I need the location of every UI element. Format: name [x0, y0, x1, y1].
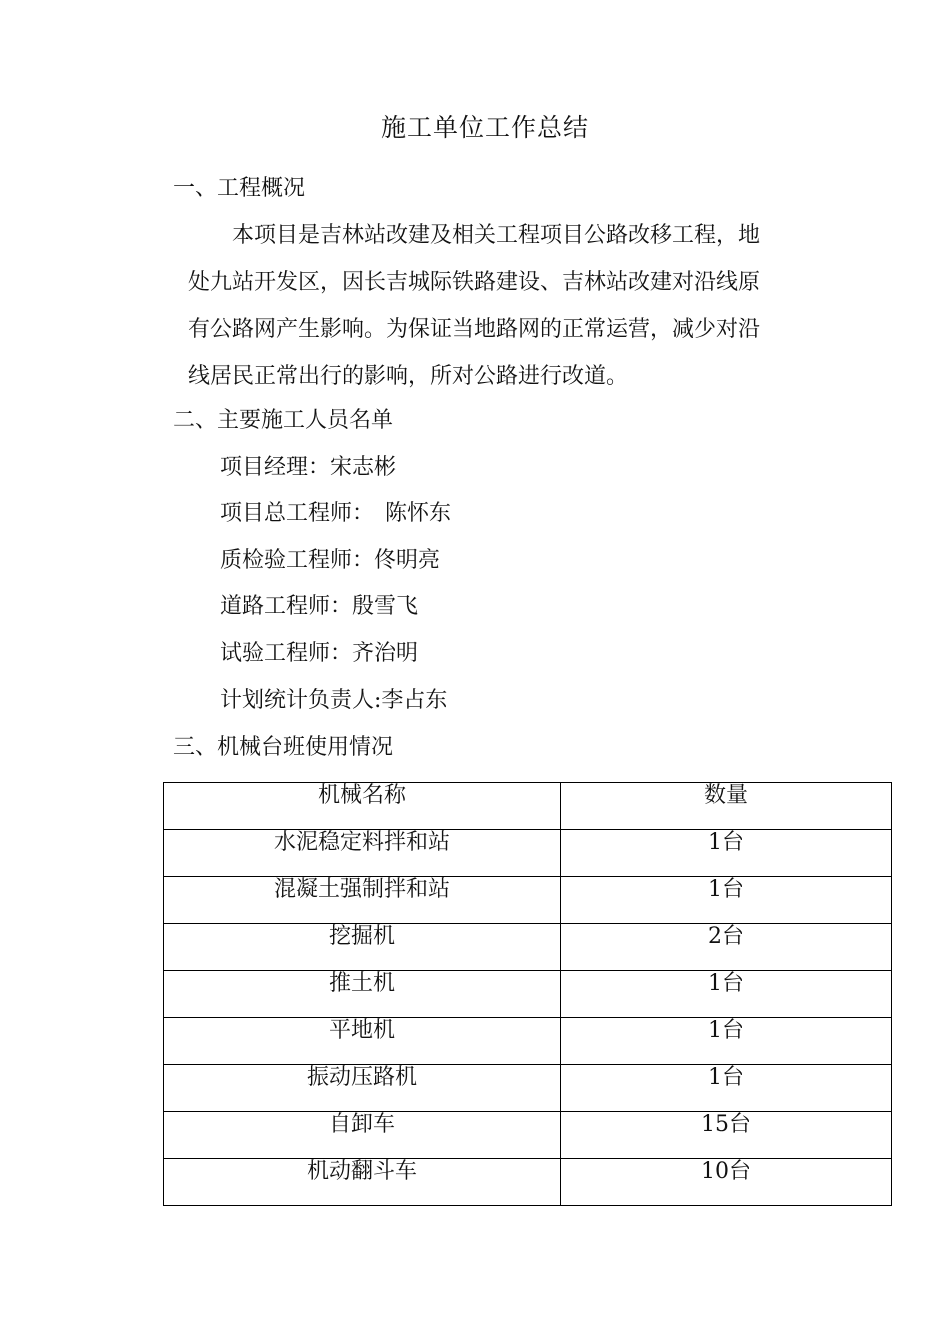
table-row — [164, 971, 892, 1018]
section-heading-overview: 一、工程概况 — [173, 176, 306, 201]
staff-item: 质检验工程师：佟明亮 — [220, 548, 441, 573]
machine-name-cell: 自卸车 — [164, 1112, 561, 1159]
staff-item: 道路工程师：殷雪飞 — [220, 594, 419, 619]
section-heading-machinery: 三、机械台班使用情况 — [173, 735, 394, 760]
table-row — [164, 877, 892, 924]
table-row — [164, 924, 892, 971]
machine-quantity-cell: 10台 — [561, 1159, 892, 1206]
machine-quantity-cell: 2台 — [561, 924, 892, 971]
table-row — [164, 1065, 892, 1112]
machine-name-cell: 挖掘机 — [164, 924, 561, 971]
overview-paragraph — [188, 212, 808, 400]
machine-name-cell: 水泥稳定料拌和站 — [164, 830, 561, 877]
paragraph-line: 处九站开发区，因长吉城际铁路建设、吉林站改建对沿线原 — [188, 270, 761, 295]
machinery-table — [163, 782, 892, 1206]
paragraph-line: 本项目是吉林站改建及相关工程项目公路改移工程，地 — [232, 223, 761, 248]
header-cell-quantity: 数量 — [561, 783, 892, 830]
machine-name-cell: 机动翻斗车 — [164, 1159, 561, 1206]
table-row — [164, 1018, 892, 1065]
machine-quantity-cell: 1台 — [561, 830, 892, 877]
table-row — [164, 830, 892, 877]
header-cell-name: 机械名称 — [164, 783, 561, 830]
machine-quantity-cell: 1台 — [561, 971, 892, 1018]
machine-quantity-cell: 1台 — [561, 877, 892, 924]
machine-name-cell: 推土机 — [164, 971, 561, 1018]
paragraph-line: 有公路网产生影响。为保证当地路网的正常运营，减少对沿 — [188, 317, 761, 342]
staff-item: 计划统计负责人:李占东 — [220, 688, 448, 713]
paragraph-line: 线居民正常出行的影响，所对公路进行改道。 — [188, 364, 629, 389]
machine-name-cell: 混凝土强制拌和站 — [164, 877, 561, 924]
staff-item: 项目经理：宋志彬 — [220, 455, 397, 480]
machine-quantity-cell: 1台 — [561, 1018, 892, 1065]
table-header-row — [164, 783, 892, 830]
table-row — [164, 1159, 892, 1206]
section-heading-staff: 二、主要施工人员名单 — [173, 408, 394, 433]
table-row — [164, 1112, 892, 1159]
machine-name-cell: 振动压路机 — [164, 1065, 561, 1112]
staff-item: 试验工程师：齐治明 — [220, 641, 419, 666]
staff-item: 项目总工程师： 陈怀东 — [220, 501, 452, 526]
document-title: 施工单位工作总结 — [380, 113, 589, 142]
machine-name-cell: 平地机 — [164, 1018, 561, 1065]
machine-quantity-cell: 15台 — [561, 1112, 892, 1159]
machine-quantity-cell: 1台 — [561, 1065, 892, 1112]
